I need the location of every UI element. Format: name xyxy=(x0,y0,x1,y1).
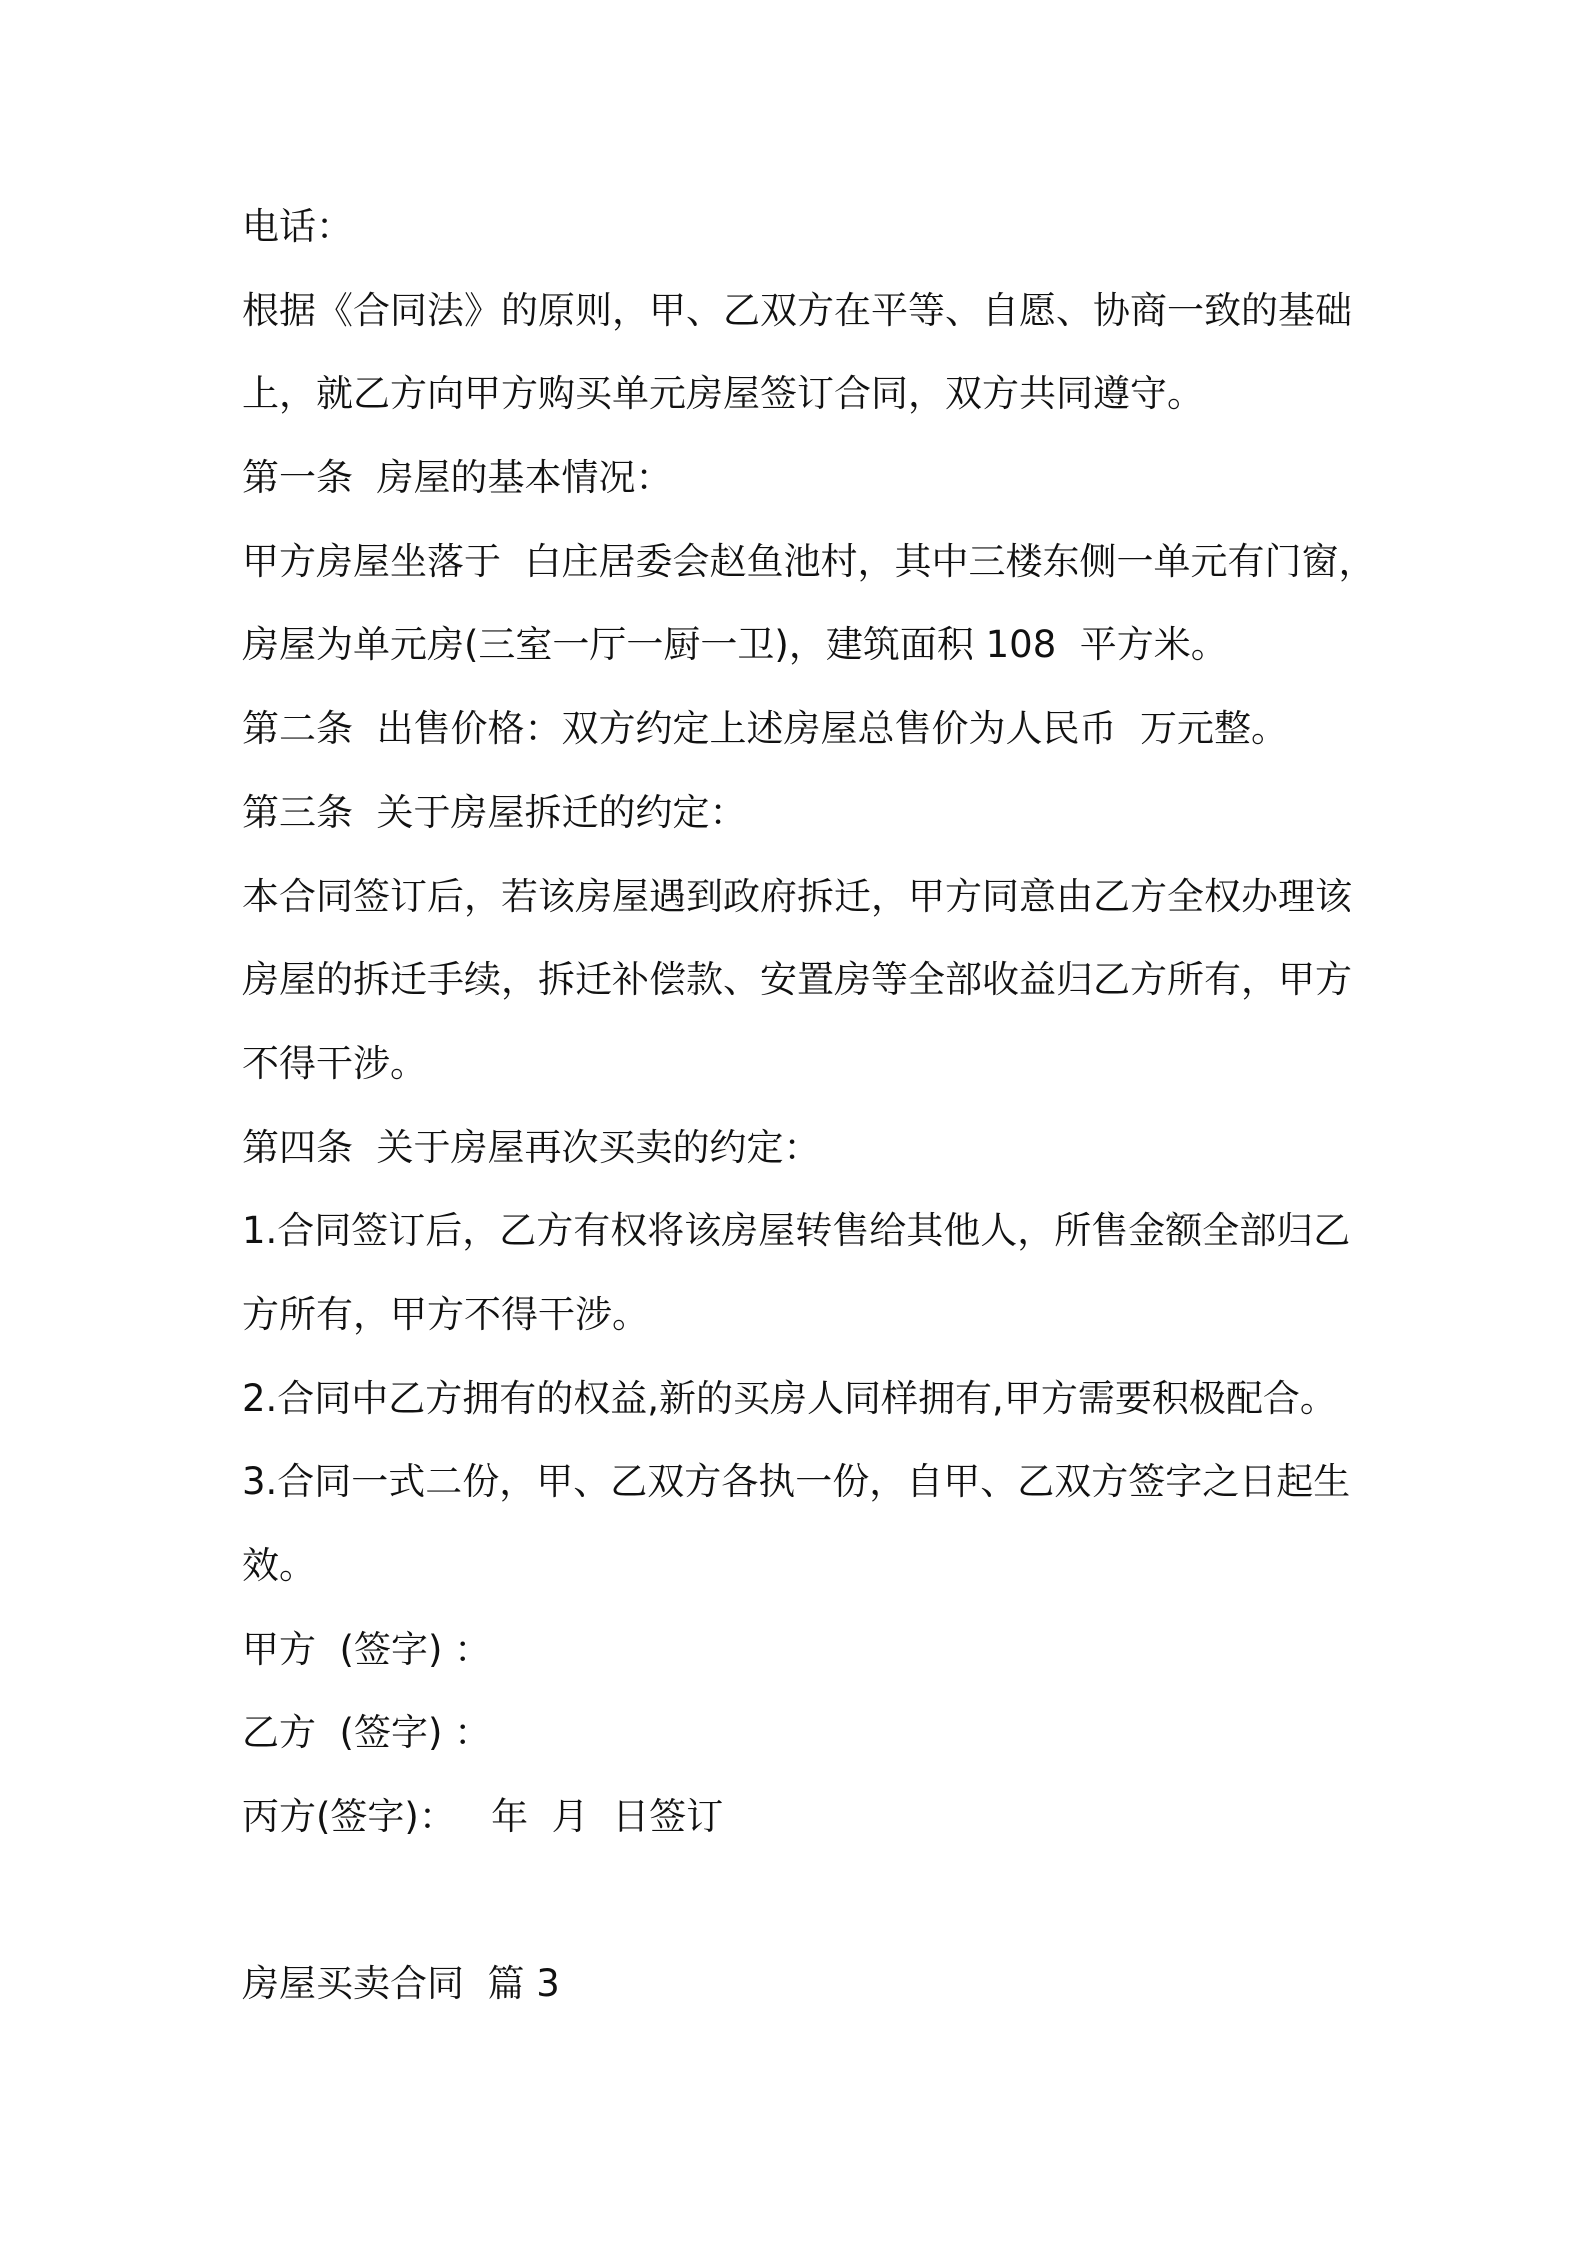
article-4-item-3-line-2: 效。 xyxy=(242,1544,316,1587)
preamble-line-1: 根据《合同法》的原则，甲、乙双方在平等、自愿、协商一致的基础 xyxy=(242,288,1352,332)
party-b-signature-line: 乙方 (签字) ： xyxy=(242,1711,492,1755)
party-c-signature-date-line: 丙方(签字)： 年 月 日签订 xyxy=(242,1795,724,1839)
article-1-line-1: 甲方房屋坐落于 白庄居委会赵鱼池村，其中三楼东侧一单元有门窗， xyxy=(242,539,1376,583)
blank-line xyxy=(242,1859,1442,1943)
phone-line: 电话： xyxy=(242,205,353,248)
next-section-title: 房屋买卖合同 篇 3 xyxy=(242,1962,560,2006)
preamble-line-2: 上，就乙方向甲方购买单元房屋签订合同，双方共同遵守。 xyxy=(242,372,1204,416)
article-1-line-2: 房屋为单元房(三室一厅一厨一卫)，建筑面积 108 平方米。 xyxy=(242,623,1228,667)
article-4-item-2: 2.合同中乙方拥有的权益,新的买房人同样拥有,甲方需要积极配合。 xyxy=(242,1376,1337,1420)
article-4-item-1-line-2: 方所有，甲方不得干涉。 xyxy=(242,1292,649,1336)
party-a-signature-line: 甲方 (签字) ： xyxy=(242,1627,492,1671)
article-3-heading: 第三条 关于房屋拆迁的约定： xyxy=(242,790,747,834)
article-3-line-3: 不得干涉。 xyxy=(242,1041,427,1085)
article-2-line: 第二条 出售价格：双方约定上述房屋总售价为人民币 万元整。 xyxy=(242,707,1289,751)
article-4-heading: 第四条 关于房屋再次买卖的约定： xyxy=(242,1125,821,1169)
document-body xyxy=(242,185,1442,2026)
article-1-heading: 第一条 房屋的基本情况： xyxy=(242,456,673,500)
article-4-item-1-line-1: 1.合同签订后，乙方有权将该房屋转售给其他人，所售金额全部归乙 xyxy=(242,1209,1351,1253)
article-3-line-1: 本合同签订后，若该房屋遇到政府拆迁，甲方同意由乙方全权办理该 xyxy=(242,874,1352,918)
article-3-line-2: 房屋的拆迁手续，拆迁补偿款、安置房等全部收益归乙方所有，甲方 xyxy=(242,958,1352,1002)
article-4-item-3-line-1: 3.合同一式二份，甲、乙双方各执一份，自甲、乙双方签字之日起生 xyxy=(242,1460,1351,1504)
